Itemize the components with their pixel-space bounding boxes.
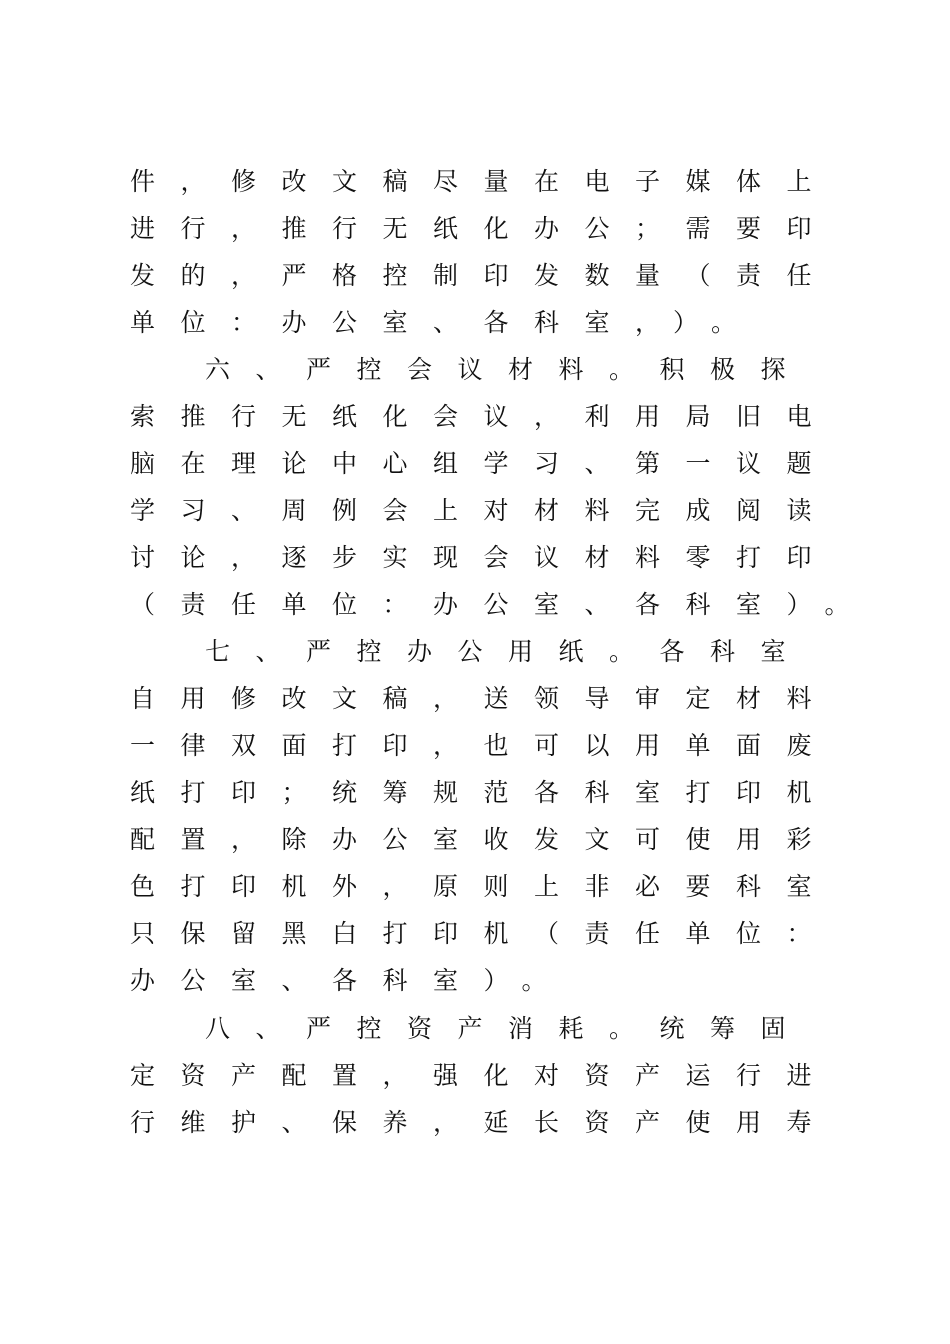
text-line: 索推行无纸化会议，利用局旧电 [130, 402, 838, 431]
text-line: 单位：办公室、各科室，）。 [130, 308, 762, 337]
text-line: 办公室、各科室）。 [130, 966, 573, 995]
text-line: 配置，除办公室收发文可使用彩 [130, 825, 838, 854]
text-line: 行维护、保养，延长资产使用寿 [130, 1108, 838, 1137]
paragraph-heading-line: 七、严控办公用纸。各科室 [205, 637, 812, 666]
text-line: （责任单位：办公室、各科室）。 [130, 590, 876, 619]
paragraph-heading-line: 六、严控会议材料。积极探 [205, 355, 812, 384]
text-line: 定资产配置，强化对资产运行进 [130, 1061, 838, 1090]
text-line: 自用修改文稿，送领导审定材料 [130, 684, 838, 713]
paragraph-heading-line: 八、严控资产消耗。统筹固 [205, 1014, 812, 1043]
text-line: 件，修改文稿尽量在电子媒体上 [130, 167, 838, 196]
text-line: 只保留黑白打印机（责任单位： [130, 919, 838, 948]
text-line: 色打印机外，原则上非必要科室 [130, 872, 838, 901]
text-line: 发的，严格控制印发数量（责任 [130, 261, 838, 290]
text-line: 进行，推行无纸化办公；需要印 [130, 214, 838, 243]
text-line: 一律双面打印，也可以用单面废 [130, 731, 838, 760]
text-line: 纸打印；统筹规范各科室打印机 [130, 778, 838, 807]
text-line: 讨论，逐步实现会议材料零打印 [130, 543, 838, 572]
text-line: 学习、周例会上对材料完成阅读 [130, 496, 838, 525]
text-line: 脑在理论中心组学习、第一议题 [130, 449, 838, 478]
